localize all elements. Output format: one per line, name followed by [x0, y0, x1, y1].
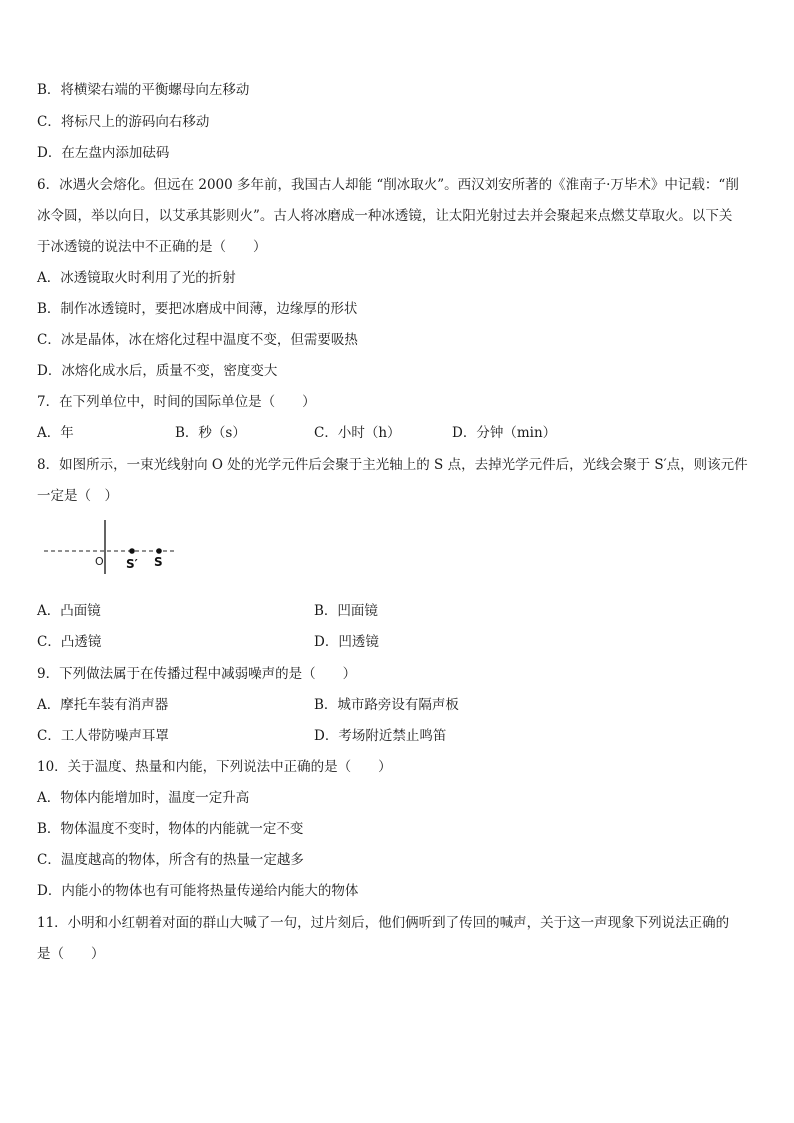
q9-option-a: A．摩托车装有消声器: [37, 697, 169, 713]
q7-option-b: B．秒（s）: [175, 425, 246, 441]
s-prime-point: [129, 548, 135, 554]
q10-option-d: D．内能小的物体也有可能将热量传递给内能大的物体: [37, 883, 359, 899]
q7-option-a: A．年: [37, 425, 74, 441]
q6-stem-line-3: 于冰透镜的说法中不正确的是（ ）: [37, 239, 267, 255]
q8-stem-line-1: 8．如图所示，一束光线射向 O 处的光学元件后会聚于主光轴上的 S 点，去掉光学元件后，光线会聚于 S′点，则该元件: [37, 457, 748, 473]
optical-axis-figure: [40, 518, 180, 576]
q7-option-d: D．分钟（min）: [452, 425, 557, 441]
q5-option-b: B．将横梁右端的平衡螺母向左移动: [37, 82, 250, 98]
q9-stem: 9．下列做法属于在传播过程中减弱噪声的是（ ）: [37, 666, 357, 682]
q6-option-a: A．冰透镜取火时利用了光的折射: [37, 270, 236, 286]
q8-option-b: B．凹面镜: [314, 603, 378, 619]
q10-option-b: B．物体温度不变时，物体的内能就一定不变: [37, 821, 304, 837]
q10-option-a: A．物体内能增加时，温度一定升高: [37, 790, 250, 806]
q11-stem-line-1: 11．小明和小红朝着对面的群山大喊了一句，过片刻后，他们俩听到了传回的喊声，关于这一声现象下列说法正确的: [37, 915, 730, 931]
q10-option-c: C．温度越高的物体，所含有的热量一定越多: [37, 852, 304, 868]
q9-option-c: C．工人带防噪声耳罩: [37, 728, 169, 744]
s-point: [156, 548, 162, 554]
q6-option-b: B．制作冰透镜时，要把冰磨成中间薄，边缘厚的形状: [37, 301, 358, 317]
q6-option-d: D．冰熔化成水后，质量不变，密度变大: [37, 363, 278, 379]
q8-stem-line-2: 一定是（ ）: [37, 488, 118, 504]
q7-stem: 7．在下列单位中，时间的国际单位是（ ）: [37, 394, 316, 410]
q9-option-b: B．城市路旁设有隔声板: [314, 697, 459, 713]
q9-option-d: D．考场附近禁止鸣笛: [314, 728, 447, 744]
label-s: S: [154, 555, 163, 569]
q6-option-c: C．冰是晶体，冰在熔化过程中温度不变，但需要吸热: [37, 332, 358, 348]
label-o: O: [95, 555, 104, 568]
q6-stem-line-2: 冰令圆，举以向日，以艾承其影则火”。古人将冰磨成一种冰透镜，让太阳光射过去并会聚起来点燃艾草取火。以下关: [37, 208, 733, 224]
q6-stem-line-1: 6．冰遇火会熔化。但远在 2000 多年前，我国古人却能 “削冰取火”。西汉刘安所著的《淮南子·万毕术》中记载：“削: [37, 177, 739, 193]
q5-option-c: C．将标尺上的游码向右移动: [37, 114, 210, 130]
q8-option-d: D．凹透镜: [314, 634, 379, 650]
q7-option-c: C．小时（h）: [314, 425, 401, 441]
q8-option-c: C．凸透镜: [37, 634, 102, 650]
label-s-prime: S′: [126, 557, 138, 571]
q5-option-d: D．在左盘内添加砝码: [37, 145, 170, 161]
q11-stem-line-2: 是（ ）: [37, 946, 105, 962]
q8-option-a: A．凸面镜: [37, 603, 101, 619]
q10-stem: 10．关于温度、热量和内能，下列说法中正确的是（ ）: [37, 759, 392, 775]
